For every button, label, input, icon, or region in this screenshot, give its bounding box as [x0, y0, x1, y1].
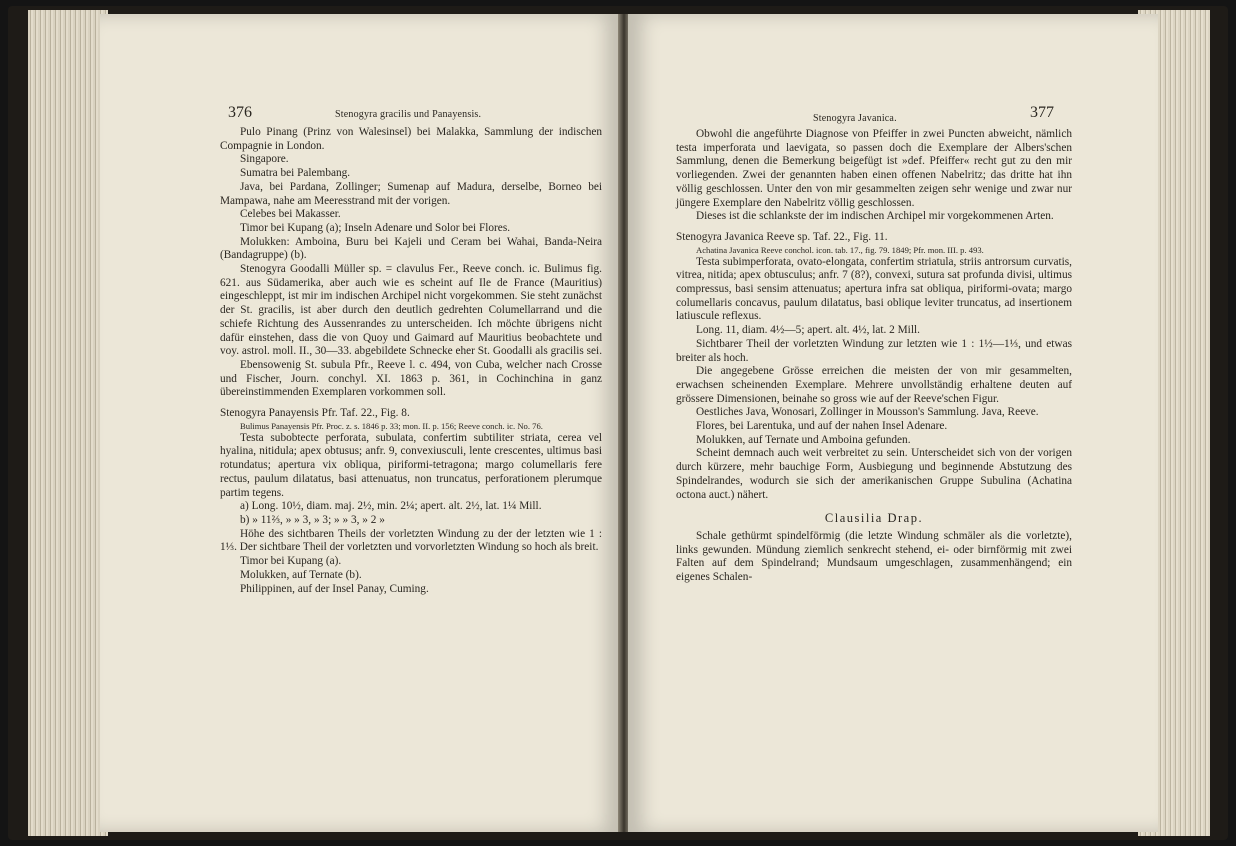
paragraph: Testa subimperforata, ovato-elongata, confertim striatula, striis antrorsum curvatis, vitrea, nitida; apex obtusculus; anfr. 7 (8?), convexi, sutura sat profunda divisi, ultimus compressus, basi sensim attenuatus; apertura infra sat obliqua, piriformi-ovata; margo columellaris concavus, paulum dilatatus, basi oblique leviter truncatus, ad insertionem latiuscule reflexus.: [676, 255, 1072, 323]
running-head-right: Stenogyra Javanica.: [813, 113, 897, 124]
paragraph-gap: [676, 224, 1072, 231]
paragraph: Stenogyra Javanica Reeve sp. Taf. 22., Fig. 11.: [676, 230, 888, 243]
paragraph: Celebes bei Makasser.: [240, 208, 341, 221]
paragraph: Obwohl die angeführte Diagnose von Pfeiffer in zwei Puncten abweicht, nämlich testa imperforata und laevigata, so passen doch die Exemplare der Albers'schen Sammlung, denen die Bemerkung beigefügt ist »def. Pfeiffer« recht gut zu den mir vorliegenden. Zwei der genannten haben einen offenen Nabelritz; das dritte hat ihn völlig geschlossen. Unter den von mir gesammelten zeigen sehr wenige und zwar nur jüngere Exemplare den Nabelritz völlig geschlossen.: [676, 128, 1072, 209]
paragraph: Stenogyra Goodalli Müller sp. = clavulus Fer., Reeve conch. ic. Bulimus fig. 621. aus Südamerika, aber auch wie es scheint auf Ile de France (Mauritius) eingeschleppt, ist mir im indischen Archipel nicht vorgekommen. Sie steht zunächst der St. gracilis, ist aber durch den deutlich gedrehten Columellarrand und die schiefe Richtung des Aussenrandes zu unterscheiden. Ich möchte übrigens nicht dafür einstehen, dass die von Quoy und Gaimard auf Mauritius beobachtete und voy. astrol. moll. II., 30—33. abgebildete Schnecke eher St. Goodalli als gracilis sei.: [220, 263, 603, 358]
paragraph: Molukken: Amboina, Buru bei Kajeli und Ceram bei Wahai, Banda-Neira (Bandagruppe) (b).: [220, 235, 602, 262]
paragraph: Philippinen, auf der Insel Panay, Cuming.: [240, 582, 429, 595]
paragraph: Flores, bei Larentuka, und auf der nahen Insel Adenare.: [696, 420, 948, 433]
paragraph: Molukken, auf Ternate und Amboina gefunden.: [696, 433, 911, 446]
paragraph: Dieses ist die schlankste der im indischen Archipel mir vorgekommenen Arten.: [696, 210, 1054, 223]
paragraph: Die angegebene Grösse erreichen die meisten der von mir gesammelten, erwachsen scheinenden Exemplare. Mehrere unvollständig erhaltene deuten auf grössere Dimensionen, beinahe so gross wie auf der Reeve'schen Figur.: [676, 365, 1072, 405]
paragraph: Java, bei Pardana, Zollinger; Sumenap auf Madura, derselbe, Borneo bei Mampawa, nahe am Meeresstrand mit der vorigen.: [220, 180, 602, 207]
paragraph: Höhe des sichtbaren Theils der vorletzten Windung zu der der letzten wie 1 : 1⅓. Der sichtbare Theil der vorletzten und vorvorletzten Windung so hoch als breit.: [220, 527, 602, 554]
paragraph: Singapore.: [240, 153, 289, 166]
paragraph-gap: [220, 400, 602, 407]
section-heading: Clausilia Drap.: [824, 511, 924, 526]
paragraph: Bulimus Panayensis Pfr. Proc. z. s. 1846 p. 33; mon. II. p. 156; Reeve conch. ic. No. 76.: [240, 420, 543, 431]
paragraph: Testa subobtecte perforata, subulata, confertim subtiliter striata, cerea vel hyalina, nitidula; apex obtusus; anfr. 9, convexiusculi, lente crescentes, ultimus basi rotundatus; apertura vix obliqua, piriformi-tetragona; margo columellaris fere rectus, paulum dilatatus, basi attenuatus, non truncatus, perforationem plerumque partim tegens.: [220, 431, 602, 499]
paragraph: Stenogyra Panayensis Pfr. Taf. 22., Fig. 8.: [220, 407, 410, 420]
running-head-left: Stenogyra gracilis und Panayensis.: [335, 109, 482, 120]
paragraph: Long. 11, diam. 4½—5; apert. alt. 4½, lat. 2 Mill.: [696, 324, 920, 337]
right-page-body: [676, 128, 1072, 585]
paragraph: Sichtbarer Theil der vorletzten Windung zur letzten wie 1 : 1½—1⅓, und etwas breiter als hoch.: [676, 337, 1072, 364]
paragraph: b) » 11⅔, » » 3, » 3; » » 3, » 2 »: [240, 513, 385, 526]
paragraph: Achatina Javanica Reeve conchol. icon. tab. 17., fig. 79. 1849; Pfr. mon. III. p. 493.: [696, 244, 984, 255]
paragraph: Sumatra bei Palembang.: [240, 167, 351, 180]
left-page: [100, 14, 620, 832]
paragraph: Timor bei Kupang (a).: [240, 555, 342, 568]
paragraph: a) Long. 10½, diam. maj. 2½, min. 2¼; apert. alt. 2½, lat. 1¼ Mill.: [240, 500, 542, 513]
paragraph: Oestliches Java, Wonosari, Zollinger in Mousson's Sammlung. Java, Reeve.: [696, 406, 1039, 419]
paragraph: Timor bei Kupang (a); Inseln Adenare und Solor bei Flores.: [240, 221, 511, 234]
right-page: [628, 14, 1158, 832]
page-edges-left: [28, 10, 108, 836]
page-number-right: 377: [1030, 104, 1054, 121]
page-number-left: 376: [228, 104, 252, 121]
left-page-body: [220, 126, 602, 596]
paragraph: Pulo Pinang (Prinz von Walesinsel) bei Malakka, Sammlung der indischen Compagnie in London.: [220, 126, 602, 152]
paragraph: Molukken, auf Ternate (b).: [240, 568, 362, 581]
paragraph: Ebensowenig St. subula Pfr., Reeve l. c. 494, von Cuba, welcher nach Crosse und Fischer, Journ. conchyl. XI. 1863 p. 361, in Cochinchina in ganz übereinstimmenden Exemplaren vorkommen soll.: [220, 358, 602, 399]
paragraph: Scheint demnach auch weit verbreitet zu sein. Unterscheidet sich von der vorigen durch kürzere, mehr bauchige Form, Ausbiegung und beginnende Abstutzung des Spindelrandes, wodurch sie sich der amerikanischen Gruppe Subulina (Achatina octona auct.) nähert.: [676, 447, 1072, 501]
paragraph: Schale gethürmt spindelförmig (die letzte Windung schmäler als die vorletzte), links gewunden. Mündung ziemlich senkrecht stehend, ei- oder birnförmig mit zwei Falten auf dem Spindelrand; Mundsaum umgeschlagen, zusammenhängend; ein eigenes Schalen-: [676, 529, 1072, 584]
